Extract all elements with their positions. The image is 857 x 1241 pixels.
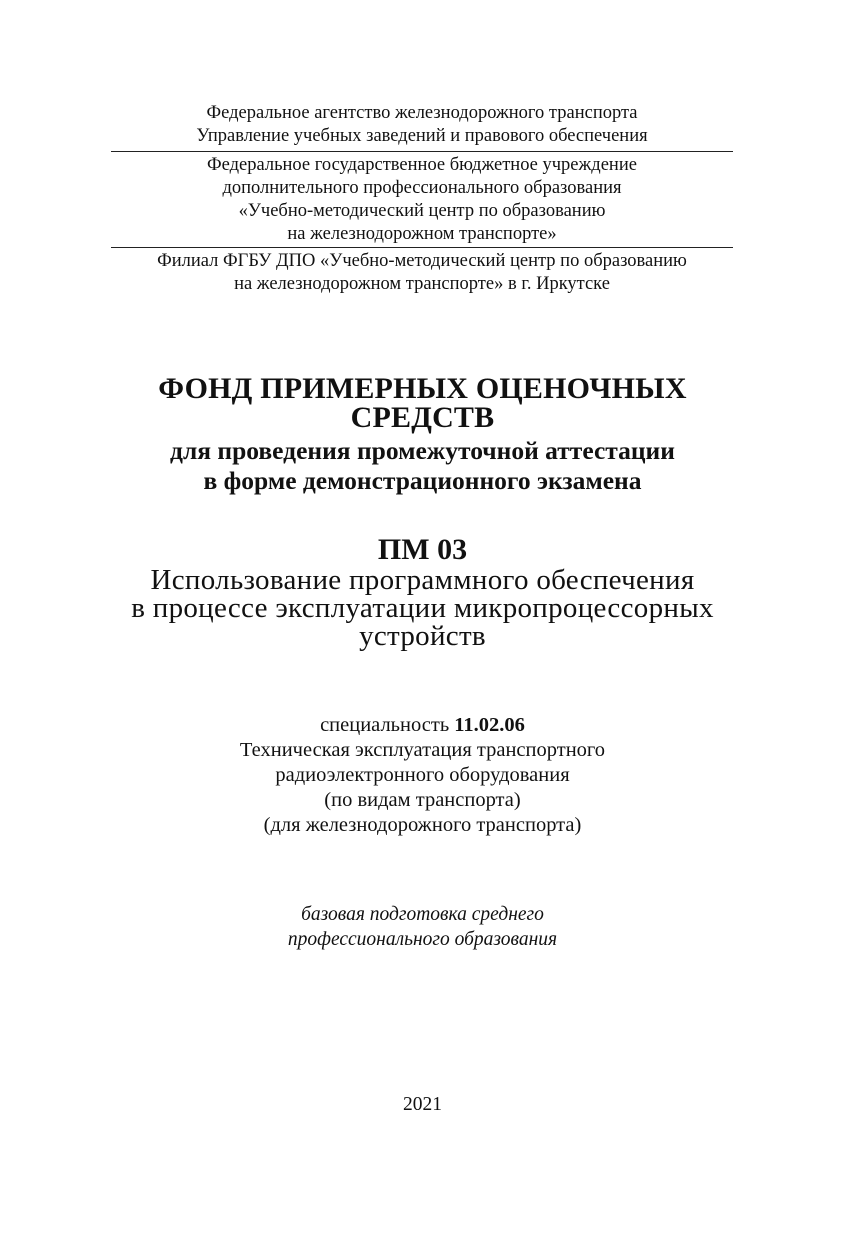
branch-block — [111, 250, 733, 296]
specialty-heading — [100, 713, 745, 738]
institution-line: Федеральное государственное бюджетное учреждение — [207, 155, 637, 175]
title-main — [60, 374, 785, 432]
specialty-code: 11.02.06 — [454, 714, 525, 736]
title-subtitle — [60, 436, 785, 496]
specialty-line: (по видам транспорта) — [324, 789, 521, 811]
specialty-line: радиоэлектронного оборудования — [275, 764, 570, 786]
title-sub-line: в форме демонстрационного экзамена — [203, 466, 642, 495]
institution-block — [111, 154, 733, 246]
branch-line: Филиал ФГБУ ДПО «Учебно-методический центр по образованию — [157, 251, 687, 271]
specialty-line: Техническая эксплуатация транспортного — [239, 739, 606, 761]
specialty-line: (для железнодорожного транспорта) — [263, 814, 582, 836]
title-main-line: ФОНД ПРИМЕРНЫХ ОЦЕНОЧНЫХ — [158, 372, 687, 405]
specialty-block — [100, 713, 745, 838]
agency-line: Управление учебных заведений и правового обеспечения — [196, 126, 648, 146]
publication-year: 2021 — [403, 1094, 442, 1115]
document-title — [60, 374, 785, 496]
agency-line: Федеральное агентство железнодорожного транспорта — [206, 103, 638, 123]
divider — [111, 151, 733, 152]
level-line: профессионального образования — [287, 929, 558, 950]
module-name-line: Использование программного обеспечения — [150, 564, 695, 596]
module-block — [40, 534, 805, 650]
branch-line: на железнодорожном транспорте» в г. Иркутске — [234, 274, 610, 294]
title-main-line: СРЕДСТВ — [350, 401, 495, 434]
module-name-line: в процессе эксплуатации микропроцессорных — [131, 592, 714, 624]
education-level — [150, 902, 695, 952]
institution-line: дополнительного профессионального образования — [222, 178, 622, 198]
module-name — [40, 566, 805, 650]
level-line: базовая подготовка среднего — [301, 904, 544, 925]
agency-block — [111, 102, 733, 148]
specialty-label: специальность — [320, 714, 455, 736]
module-code: ПМ 03 — [377, 533, 468, 566]
institution-line: на железнодорожном транспорте» — [287, 224, 557, 244]
divider — [111, 247, 733, 248]
institution-line: «Учебно-методический центр по образованию — [238, 201, 606, 221]
title-sub-line: для проведения промежуточной аттестации — [170, 436, 675, 465]
module-name-line: устройств — [359, 620, 486, 652]
